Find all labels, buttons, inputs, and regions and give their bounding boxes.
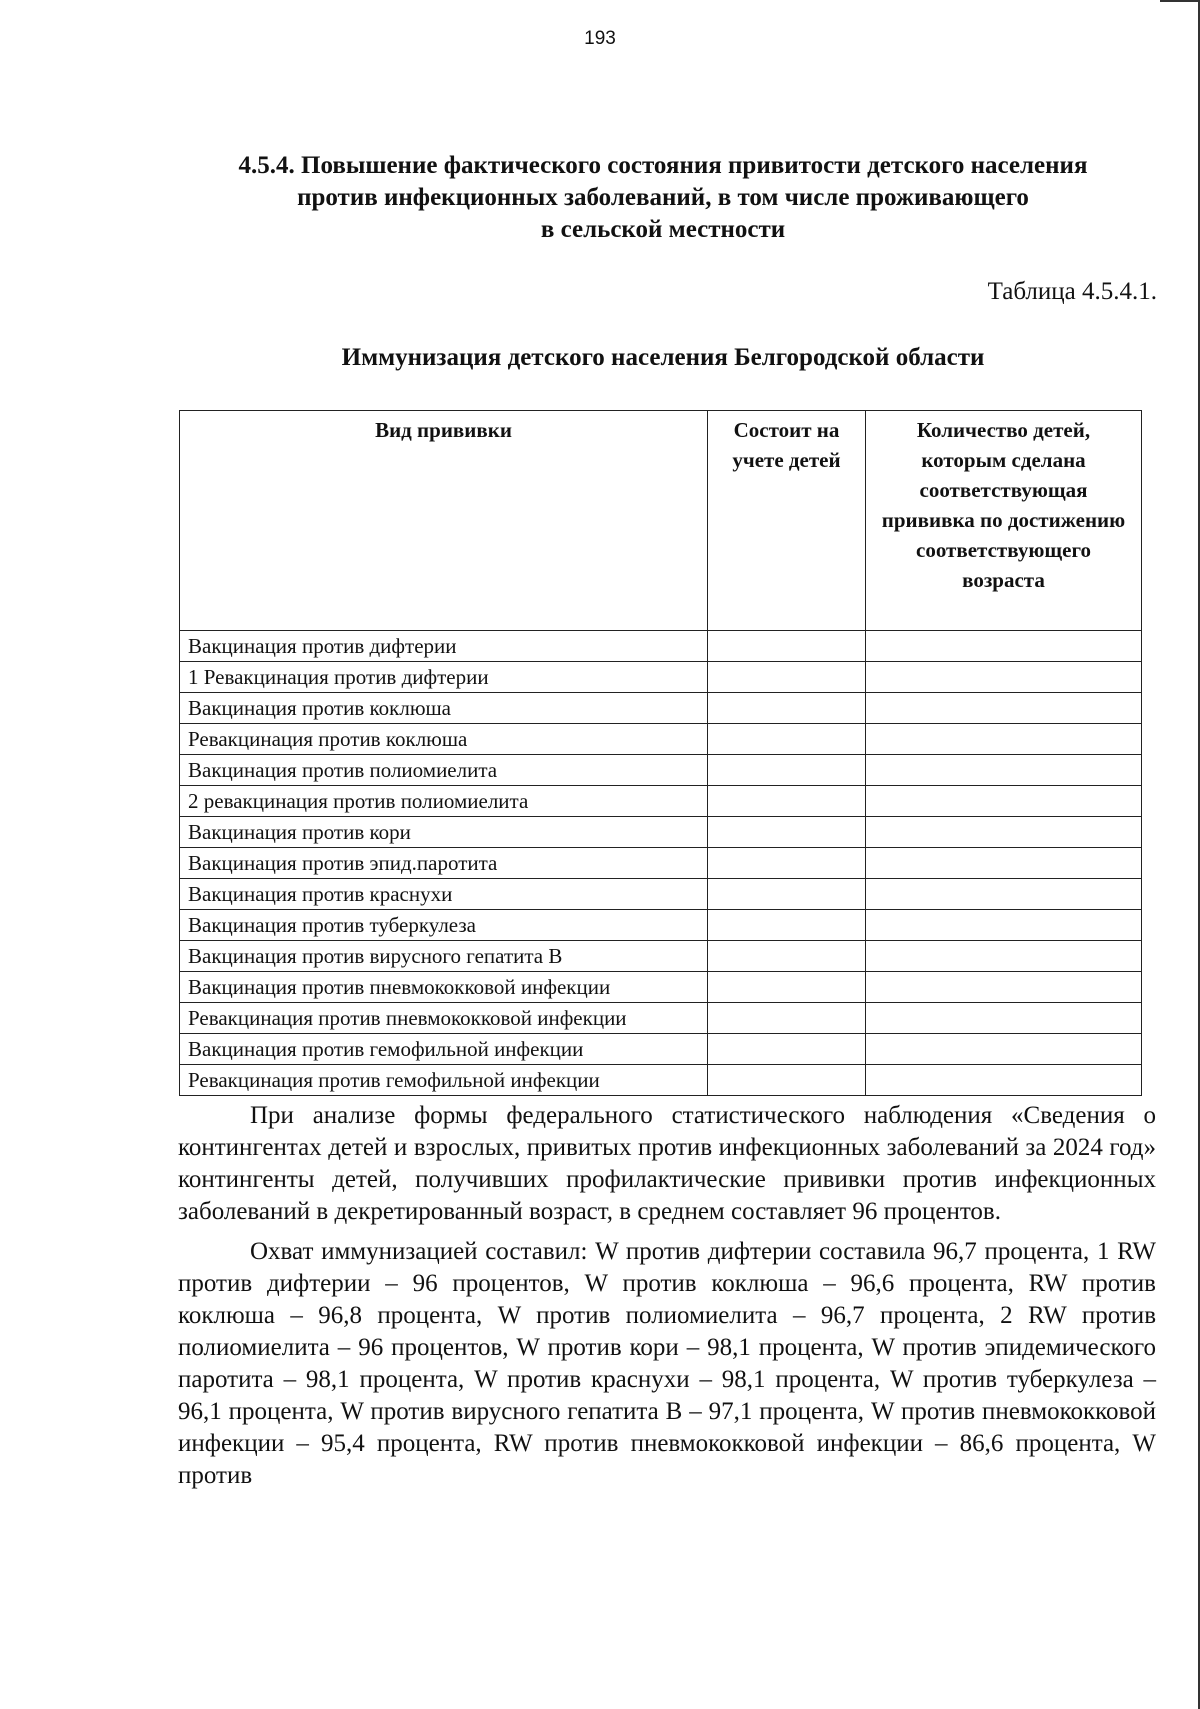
vaccinated-cell — [866, 1034, 1142, 1065]
registered-cell — [708, 910, 866, 941]
section-heading-line-1: 4.5.4. Повышение фактического состояния привитости детского населения — [238, 152, 1088, 179]
registered-cell — [708, 1034, 866, 1065]
table-row — [180, 910, 1142, 941]
row-label: Вакцинация против гемофильной инфекции — [180, 1034, 708, 1065]
registered-cell — [708, 662, 866, 693]
header-vaccinated-children: Количество детей, которым сделана соответствующая прививка по достижению соответствующего возраста — [866, 411, 1142, 631]
row-label: Вакцинация против полиомиелита — [180, 755, 708, 786]
table-row — [180, 1003, 1142, 1034]
row-label: Вакцинация против вирусного гепатита В — [180, 941, 708, 972]
vaccinated-cell — [866, 693, 1142, 724]
vaccinated-cell — [866, 662, 1142, 693]
table-row — [180, 941, 1142, 972]
vaccinated-cell — [866, 941, 1142, 972]
registered-cell — [708, 631, 866, 662]
registered-cell — [708, 941, 866, 972]
table-row — [180, 631, 1142, 662]
row-label: Вакцинация против туберкулеза — [180, 910, 708, 941]
table-row — [180, 879, 1142, 910]
registered-cell — [708, 755, 866, 786]
row-label: Вакцинация против эпид.паротита — [180, 848, 708, 879]
table-row — [180, 1065, 1142, 1096]
registered-cell — [708, 879, 866, 910]
paragraph-coverage: Охват иммунизацией составил: W против дифтерии составила 96,7 процента, 1 RW против дифтерии – 96 процентов, W против коклюша – 96,6 процента, RW против коклюша – 96,8 процента, W против полиомиелита – 96,7 процента, 2 RW против полиомиелита – 96 процентов, W против кори – 98,1 процента, W против эпидемического паротита – 98,1 процента, W против краснухи – 98,1 процента, W против туберкулеза – 96,1 процента, W против вирусного гепатита В – 97,1 процента, W против пневмококковой инфекции – 95,4 процента, RW против пневмококковой инфекции – 86,6 процента, W против — [178, 1238, 1156, 1489]
registered-cell — [708, 724, 866, 755]
body-text — [178, 1100, 1156, 1500]
table-row — [180, 848, 1142, 879]
vaccinated-cell — [866, 724, 1142, 755]
table-caption: Таблица 4.5.4.1. — [987, 278, 1157, 305]
scan-edge-top — [1160, 0, 1200, 2]
table-row — [180, 972, 1142, 1003]
row-label: Вакцинация против краснухи — [180, 879, 708, 910]
vaccinated-cell — [866, 755, 1142, 786]
row-label: Вакцинация против пневмококковой инфекции — [180, 972, 708, 1003]
table-row — [180, 817, 1142, 848]
page-number: 193 — [584, 28, 616, 49]
registered-cell — [708, 817, 866, 848]
row-label: Ревакцинация против гемофильной инфекции — [180, 1065, 708, 1096]
paragraph-analysis: При анализе формы федерального статистического наблюдения «Сведения о контингентах детей и взрослых, привитых против инфекционных заболеваний за 2024 год» контингенты детей, получивших профилактические прививки против инфекционных заболеваний в декретированный возраст, в среднем составляет 96 процентов. — [178, 1102, 1156, 1225]
section-heading-line-2: против инфекционных заболеваний, в том числе проживающего — [297, 184, 1029, 211]
table-row — [180, 755, 1142, 786]
row-label: Ревакцинация против коклюша — [180, 724, 708, 755]
table-row — [180, 662, 1142, 693]
vaccinated-cell — [866, 848, 1142, 879]
row-label: Вакцинация против дифтерии — [180, 631, 708, 662]
section-heading-line-3: в сельской местности — [540, 216, 786, 243]
header-registered-children: Состоит на учете детей — [708, 411, 866, 631]
registered-cell — [708, 786, 866, 817]
vaccinated-cell — [866, 910, 1142, 941]
table-row — [180, 1034, 1142, 1065]
immunization-table — [179, 410, 1142, 1096]
registered-cell — [708, 972, 866, 1003]
header-vaccination-type: Вид прививки — [180, 411, 708, 631]
vaccinated-cell — [866, 972, 1142, 1003]
table-header-row — [180, 411, 1142, 631]
row-label: Ревакцинация против пневмококковой инфекции — [180, 1003, 708, 1034]
vaccinated-cell — [866, 879, 1142, 910]
vaccinated-cell — [866, 786, 1142, 817]
table-title: Иммунизация детского населения Белгородской области — [341, 344, 985, 371]
vaccinated-cell — [866, 817, 1142, 848]
registered-cell — [708, 1003, 866, 1034]
row-label: Вакцинация против кори — [180, 817, 708, 848]
table-row — [180, 786, 1142, 817]
table-row — [180, 693, 1142, 724]
registered-cell — [708, 693, 866, 724]
table-row — [180, 724, 1142, 755]
vaccinated-cell — [866, 1003, 1142, 1034]
registered-cell — [708, 1065, 866, 1096]
registered-cell — [708, 848, 866, 879]
row-label: 1 Ревакцинация против дифтерии — [180, 662, 708, 693]
row-label: Вакцинация против коклюша — [180, 693, 708, 724]
section-heading — [168, 150, 1158, 246]
row-label: 2 ревакцинация против полиомиелита — [180, 786, 708, 817]
vaccinated-cell — [866, 1065, 1142, 1096]
vaccinated-cell — [866, 631, 1142, 662]
